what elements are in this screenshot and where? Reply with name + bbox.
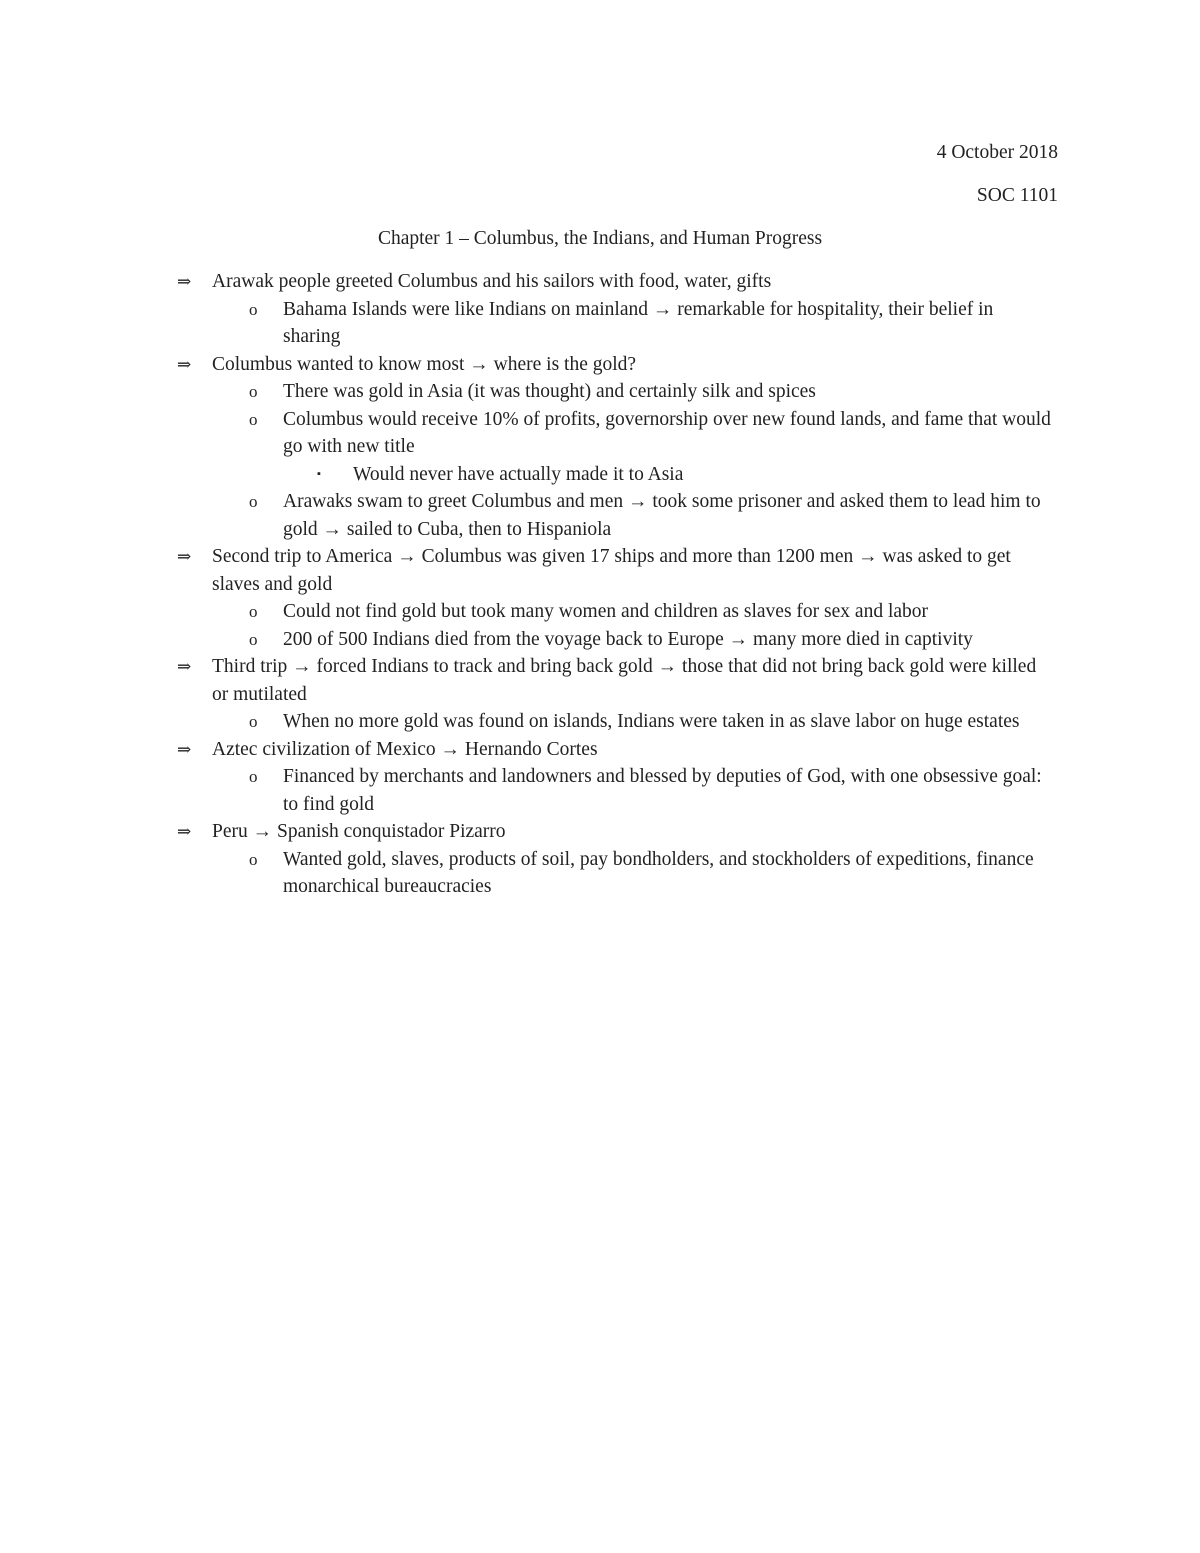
list-item bbox=[0, 818, 1052, 846]
list-item bbox=[0, 543, 1052, 598]
list-item bbox=[0, 378, 1053, 406]
list-item-text: Could not find gold but took many women and children as slaves for sex and labor bbox=[283, 601, 929, 622]
arrow-bullet-icon: ⇒ bbox=[177, 739, 192, 759]
circle-bullet-icon: o bbox=[249, 767, 258, 786]
list-item-text: 200 of 500 Indians died from the voyage back to Europe → many more died in captivity bbox=[283, 628, 973, 650]
list-item-text: Aztec civilization of Mexico → Hernando Cortes bbox=[212, 738, 598, 760]
circle-bullet-icon: o bbox=[249, 299, 258, 319]
list-item bbox=[0, 296, 1053, 351]
list-item bbox=[0, 846, 1053, 901]
list-item-text: There was gold in Asia (it was thought) and certainly silk and spices bbox=[283, 381, 816, 402]
circle-bullet-icon: o bbox=[249, 629, 258, 649]
arrow-bullet-icon: ⇒ bbox=[177, 822, 192, 841]
date-line: 4 October 2018 bbox=[936, 142, 1058, 163]
list-item bbox=[0, 626, 1053, 654]
list-item-text: Financed by merchants and landowners and blessed by deputies of God, with one obsessive goal: to find gold bbox=[283, 766, 1047, 815]
list-item-text: Would never have actually made it to Asia bbox=[353, 463, 684, 485]
arrow-bullet-icon: ⇒ bbox=[177, 354, 192, 374]
circle-bullet-icon: o bbox=[249, 849, 258, 869]
list-item bbox=[0, 268, 1052, 296]
list-item bbox=[0, 488, 1053, 543]
list-item-text: Columbus would receive 10% of profits, governorship over new found lands, and fame that would go with new title bbox=[283, 408, 1056, 457]
arrow-bullet-icon: ⇒ bbox=[177, 272, 192, 291]
arrow-bullet-icon: ⇒ bbox=[177, 657, 192, 676]
list-item-text: Wanted gold, slaves, products of soil, pay bondholders, and stockholders of expeditions, finance monarchical bureaucracies bbox=[283, 848, 1039, 897]
square-bullet-icon: ▪ bbox=[317, 467, 321, 480]
list-item bbox=[0, 406, 1056, 461]
list-item bbox=[0, 708, 1053, 736]
list-item-text: Third trip → forced Indians to track and bring back gold → those that did not bring back gold were killed or mutilated bbox=[212, 656, 1042, 705]
list-item-text: Second trip to America → Columbus was given 17 ships and more than 1200 men → was asked to get slaves and gold bbox=[212, 546, 1016, 595]
circle-bullet-icon: o bbox=[249, 602, 258, 621]
arrow-bullet-icon: ⇒ bbox=[177, 547, 192, 566]
circle-bullet-icon: o bbox=[249, 409, 258, 429]
list-item bbox=[0, 653, 1052, 708]
course-code: SOC 1101 bbox=[976, 185, 1058, 206]
list-item bbox=[0, 461, 1053, 489]
list-item-text: Arawak people greeted Columbus and his sailors with food, water, gifts bbox=[212, 271, 772, 292]
list-item-text: Columbus wanted to know most → where is the gold? bbox=[212, 353, 637, 375]
chapter-title: Chapter 1 – Columbus, the Indians, and Human Progress bbox=[377, 228, 823, 249]
list-item-text: When no more gold was found on islands, Indians were taken in as slave labor on huge estates bbox=[283, 711, 1020, 732]
list-item bbox=[0, 351, 1052, 379]
circle-bullet-icon: o bbox=[249, 382, 258, 401]
circle-bullet-icon: o bbox=[249, 492, 258, 511]
list-item bbox=[0, 736, 1052, 764]
list-item bbox=[0, 763, 1053, 818]
list-item-text: Bahama Islands were like Indians on mainland → remarkable for hospitality, their belief in sharing bbox=[283, 298, 999, 347]
list-item-text: Arawaks swam to greet Columbus and men → took some prisoner and asked them to lead him to gold → sailed to Cuba, then to Hispaniola bbox=[283, 491, 1046, 540]
list-item-text: Peru → Spanish conquistador Pizarro bbox=[212, 821, 506, 842]
circle-bullet-icon: o bbox=[249, 712, 258, 731]
list-item bbox=[0, 598, 1053, 626]
notes-list bbox=[0, 268, 1200, 901]
